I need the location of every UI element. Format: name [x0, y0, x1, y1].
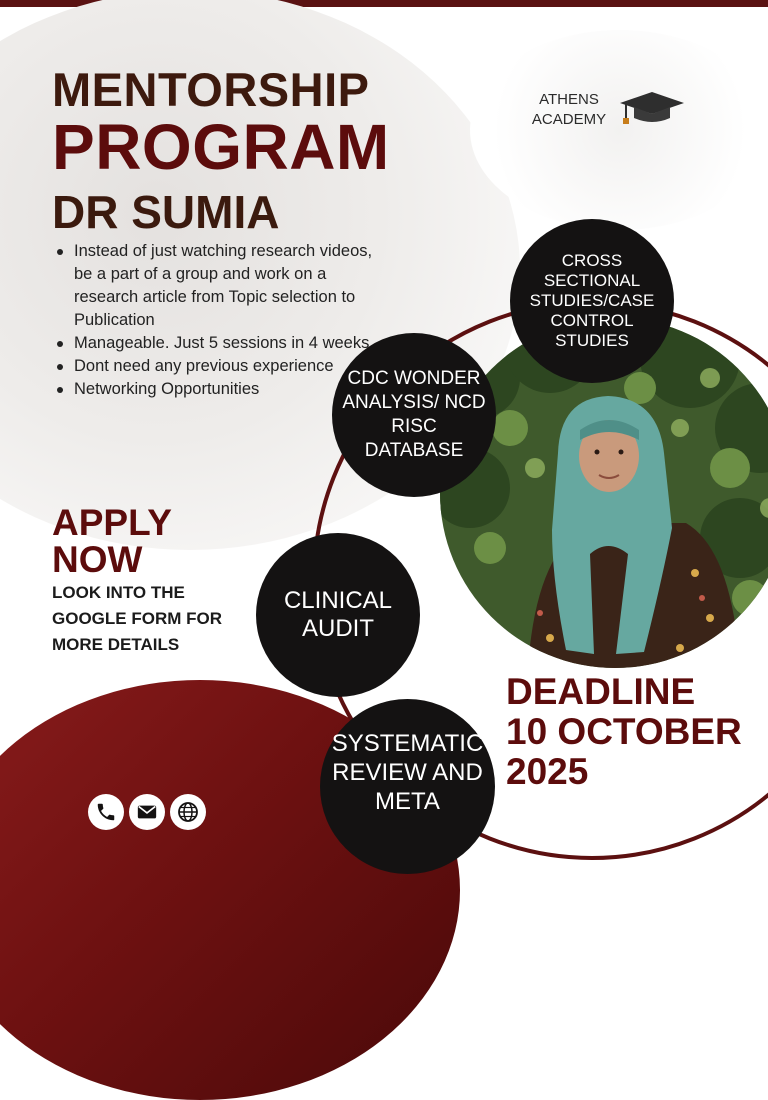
- topic-systematic-review: SYSTEMATIC REVIEW AND META: [320, 699, 495, 874]
- deadline-year: 2025: [506, 751, 589, 792]
- topic-cross-sectional: CROSS SECTIONAL STUDIES/CASE CONTROL STUDIES: [510, 219, 674, 383]
- logo-line2: ACADEMY: [531, 111, 607, 128]
- benefit-item: Dont need any previous experience: [74, 355, 394, 378]
- mentor-name: DR SUMIA: [52, 186, 280, 238]
- deadline-date: 10 OCTOBER: [506, 711, 742, 752]
- apply-heading-line1: APPLY: [52, 502, 172, 543]
- benefit-item: Networking Opportunities: [74, 378, 394, 401]
- phone-icon: [95, 801, 117, 823]
- topic-cdc-wonder: CDC WONDER ANALYSIS/ NCD RISC DATABASE: [332, 333, 496, 497]
- topic-clinical-audit: CLINICAL AUDIT: [256, 533, 420, 697]
- title-program: PROGRAM: [52, 111, 390, 183]
- apply-heading-line2: NOW: [52, 539, 143, 580]
- google-form-note: LOOK INTO THE GOOGLE FORM FOR MORE DETAILS: [52, 583, 222, 654]
- benefit-item: Manageable. Just 5 sessions in 4 weeks: [74, 332, 394, 355]
- title-mentorship: MENTORSHIP: [52, 63, 370, 116]
- logo-text: [526, 90, 612, 130]
- mail-button[interactable]: [129, 794, 165, 830]
- mail-icon: [136, 801, 158, 823]
- logo-line1: ATHENS: [539, 91, 599, 108]
- athens-academy-logo: [526, 90, 696, 135]
- globe-icon: [176, 800, 200, 824]
- phone-button[interactable]: [88, 794, 124, 830]
- website-button[interactable]: [170, 794, 206, 830]
- graduation-cap-icon: [618, 90, 686, 126]
- benefit-item: Instead of just watching research videos, be a part of a group and work on a research article from Topic selection to Publication: [74, 240, 394, 332]
- deadline-label: DEADLINE: [506, 671, 696, 712]
